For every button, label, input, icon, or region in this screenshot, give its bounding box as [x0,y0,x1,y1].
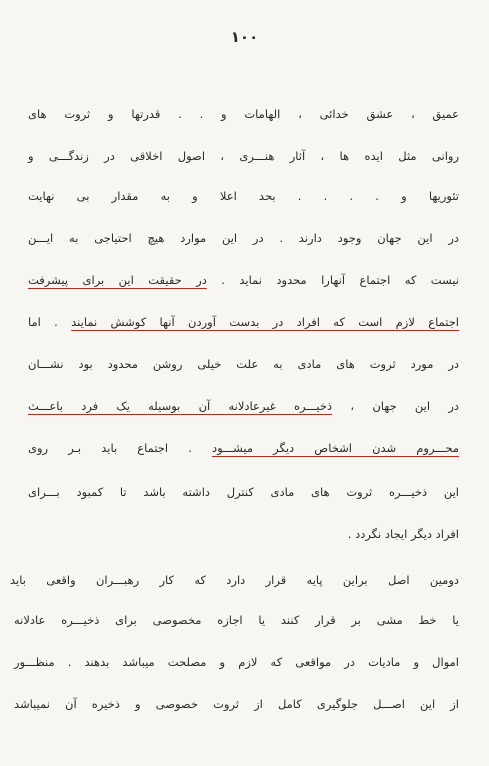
text-line-9 [28,440,459,456]
text-segment: . اجتماع باید بـر روی [28,441,212,455]
underlined-text: اجتماع لازم است که افراد در بدست آوردن آنها کوشش نمایند [71,315,459,329]
text-line-13: یا خط مشی بر قرار کنند یا اجازه مخصوصی برای ذخیـــره عادلانه [14,613,459,627]
underlined-text: ذخیـــره غیرعادلانه آن بوسیله یک فرد باعـــث [28,399,333,413]
text-line-3: تئوریها و . . . . بحد اعلا و به مقدار بی نهایت [28,189,459,203]
text-line-2: روانی مثل ایده ها ، آثار هنـــری ، اصول اخلاقی در زندگـــی و [28,149,459,163]
underlined-text: در حقیقت این برای پیشرفت [28,273,207,287]
text-line-8 [28,398,459,414]
page-number: ١٠٠ [230,28,259,46]
text-line-10: این ذخیـــره ثروت های مادی کنترل داشته باشد تا کمبود بـــرای [28,485,459,499]
text-segment: نیست که اجتماع آنهارا محدود نماید . [206,273,459,287]
text-line-6 [28,314,459,330]
underlined-text: محـــروم شدن اشخاص دیگر میشـــود [211,441,460,455]
text-line-15: از این اصـــل جلوگیری کامل از ثروت خصوصی و ذخیره آن نمیباشد [14,697,459,711]
text-segment: در این جهان ، [332,399,459,413]
text-line-4: در این جهان وجود دارند . در این موارد هیچ احتیاجی به ایـــن [28,231,459,245]
text-line-11: افراد دیگر ایجاد نگردد . [347,527,459,541]
text-line-14: اموال و مادیات در مواقعی که لازم و مصلحت میباشد بدهند . منظـــور [14,655,459,669]
text-line-1: عمیق ، عشق خدائی ، الهامات و . . قدرتها و ثروت های [28,107,459,121]
text-line-5 [28,272,459,288]
text-line-12: دومین اصل براین پایه قرار دارد که کار رهبـــران واقعی باید [10,573,459,587]
text-line-7: در مورد ثروت های مادی به علت خیلی روشن محدود بود نشـــان [28,357,459,371]
text-segment: . اما [28,315,72,329]
